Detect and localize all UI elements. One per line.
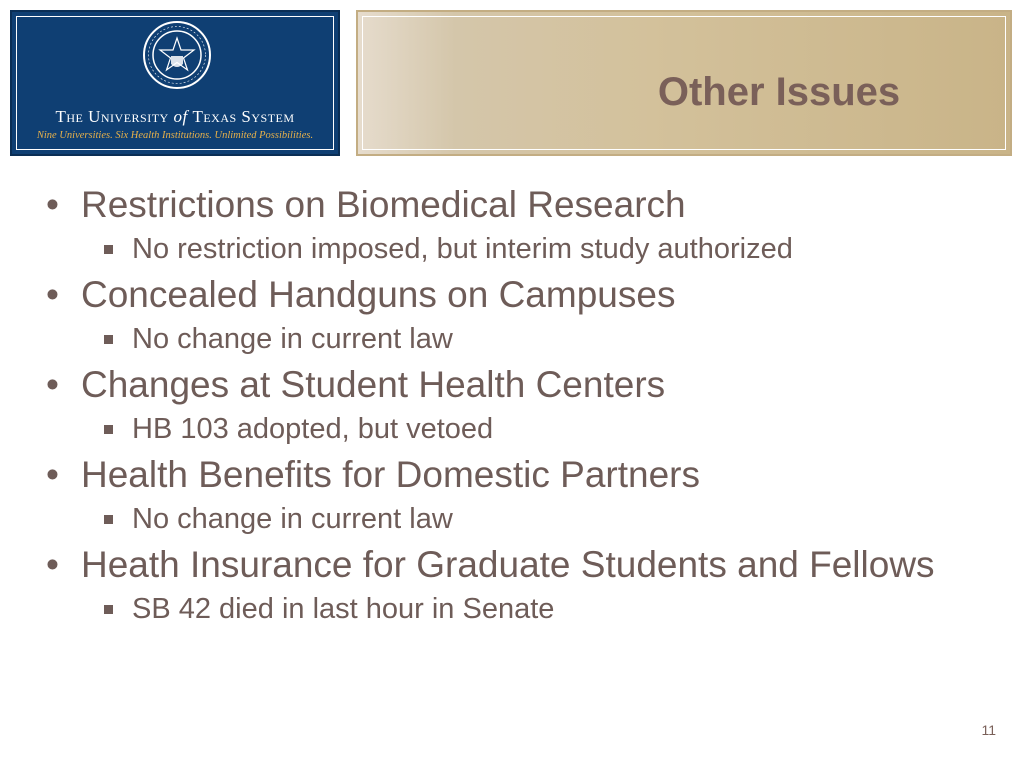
bullet-dot-icon: • [46,364,59,405]
sub-bullet-item [46,588,1006,630]
square-bullet-icon [104,425,113,434]
sub-bullet-text: No change in current law [132,323,453,355]
bullet-text: Heath Insurance for Graduate Students and Fellows [81,544,935,585]
logo-wordmark: The University of Texas System [55,107,295,126]
bullet-item [46,364,1006,406]
bullet-text: Restrictions on Biomedical Research [81,184,686,225]
square-bullet-icon [104,605,113,614]
sub-bullet-item [46,318,1006,360]
sub-bullet-text: No restriction imposed, but interim study authorized [132,233,793,265]
bullet-text: Concealed Handguns on Campuses [81,274,676,315]
bullet-dot-icon: • [46,544,59,585]
bullet-dot-icon: • [46,274,59,315]
bullet-item [46,184,1006,226]
bullet-item [46,274,1006,316]
bullet-text: Changes at Student Health Centers [81,364,666,405]
bullet-item [46,544,1006,586]
square-bullet-icon [104,515,113,524]
square-bullet-icon [104,245,113,254]
title-banner [356,10,1012,156]
logo-tagline: Nine Universities. Six Health Institutions. Unlimited Possibilities. [36,130,314,141]
square-bullet-icon [104,335,113,344]
bullet-dot-icon: • [46,454,59,495]
sub-bullet-item [46,228,1006,270]
university-logo [10,10,340,156]
bullet-item [46,454,1006,496]
sub-bullet-item [46,498,1006,540]
university-seal-icon [142,20,212,90]
sub-bullet-text: HB 103 adopted, but vetoed [132,413,494,445]
bullet-text: Health Benefits for Domestic Partners [81,454,700,495]
bullet-dot-icon: • [46,184,59,225]
sub-bullet-text: No change in current law [132,503,453,535]
page-number: 11 [981,722,996,738]
slide-title: Other Issues [657,70,901,114]
sub-bullet-text: SB 42 died in last hour in Senate [132,593,555,625]
sub-bullet-item [46,408,1006,450]
bullet-list [46,180,1006,630]
